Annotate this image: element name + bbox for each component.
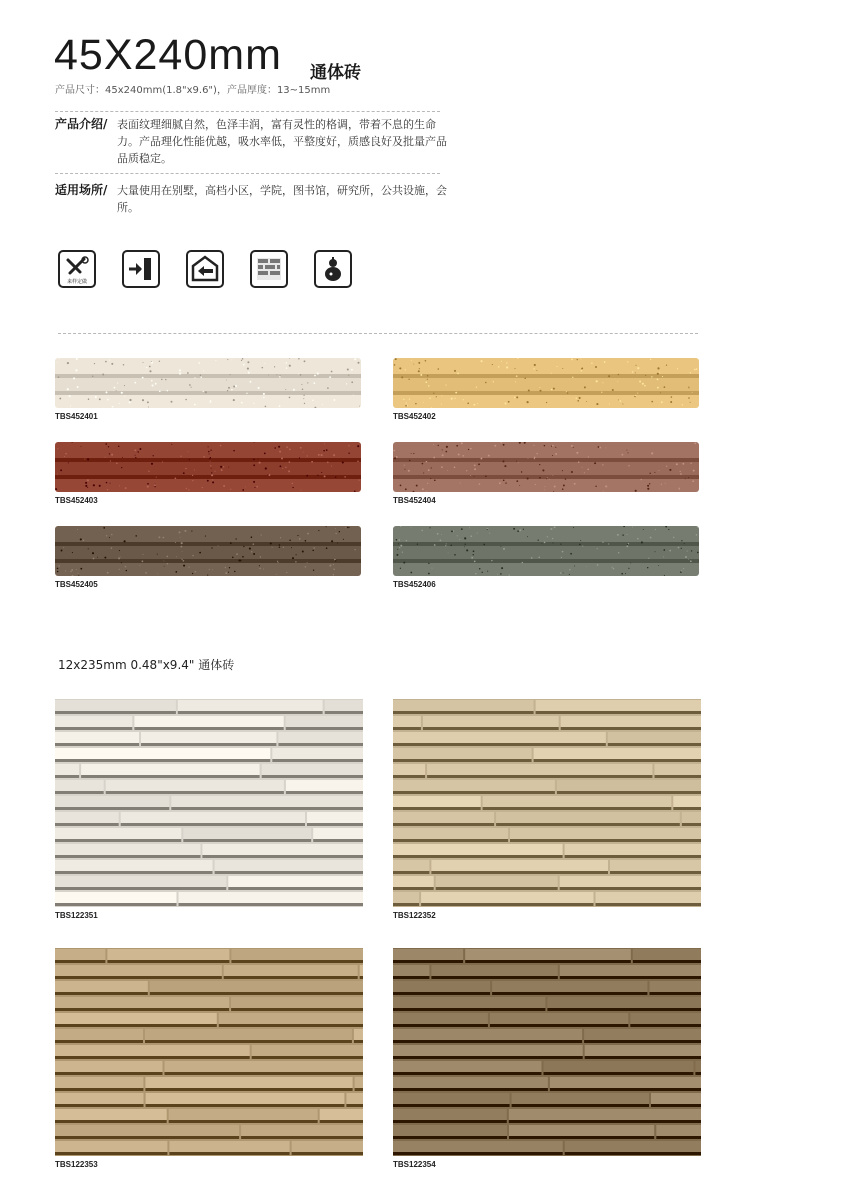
divider-middle — [55, 173, 440, 174]
type-suffix: 通体砖 — [310, 63, 361, 83]
intro-text: 表面纹理细腻自然，色泽丰润，富有灵性的格调，带着不息的生命力。产品理化性能优越，吸水率低，平整度好，质感良好及批量产品品质稳定。 — [117, 118, 447, 165]
divider-top — [55, 111, 440, 112]
brick-panel — [55, 699, 363, 907]
tile-swatch — [55, 526, 361, 576]
panel-code: TBS122354 — [393, 1160, 436, 1169]
intro-label: 产品介绍/ — [55, 117, 108, 131]
tile-swatch — [393, 358, 699, 408]
exterior-wall-icon — [122, 250, 160, 288]
brick-pattern-icon — [250, 250, 288, 288]
tile-swatch — [55, 358, 361, 408]
tile-code: TBS452405 — [55, 580, 98, 589]
usage-section — [55, 182, 450, 218]
brick-panel — [55, 948, 363, 1156]
tile-swatch — [393, 526, 699, 576]
tile-code: TBS452401 — [55, 412, 98, 421]
brick-panel — [393, 699, 701, 907]
intro-section — [55, 116, 450, 168]
gourd-icon — [314, 250, 352, 288]
tile-code: TBS452402 — [393, 412, 436, 421]
tile-code: TBS452404 — [393, 496, 436, 505]
panel-code: TBS122353 — [55, 1160, 98, 1169]
usage-text: 大量使用在别墅，高档小区，学院，图书馆，研究所，公共设施，会所。 — [117, 184, 447, 214]
custom-sample-caption: 来样定做 — [66, 279, 88, 285]
divider-section — [58, 333, 698, 334]
size-title: 45X240mm — [54, 31, 282, 79]
spec-line: 产品尺寸：45x240mm(1.8"x9.6")，产品厚度：13~15mm — [55, 85, 331, 96]
tile-swatch — [55, 442, 361, 492]
tile-code: TBS452403 — [55, 496, 98, 505]
tile-code: TBS452406 — [393, 580, 436, 589]
panel-code: TBS122351 — [55, 911, 98, 920]
tile-swatch — [393, 442, 699, 492]
interior-wall-icon — [186, 250, 224, 288]
usage-label: 适用场所/ — [55, 183, 108, 197]
section2-title: 12x235mm 0.48"x9.4" 通体砖 — [58, 658, 235, 672]
custom-sample-icon — [58, 250, 96, 288]
brick-panel — [393, 948, 701, 1156]
panel-code: TBS122352 — [393, 911, 436, 920]
